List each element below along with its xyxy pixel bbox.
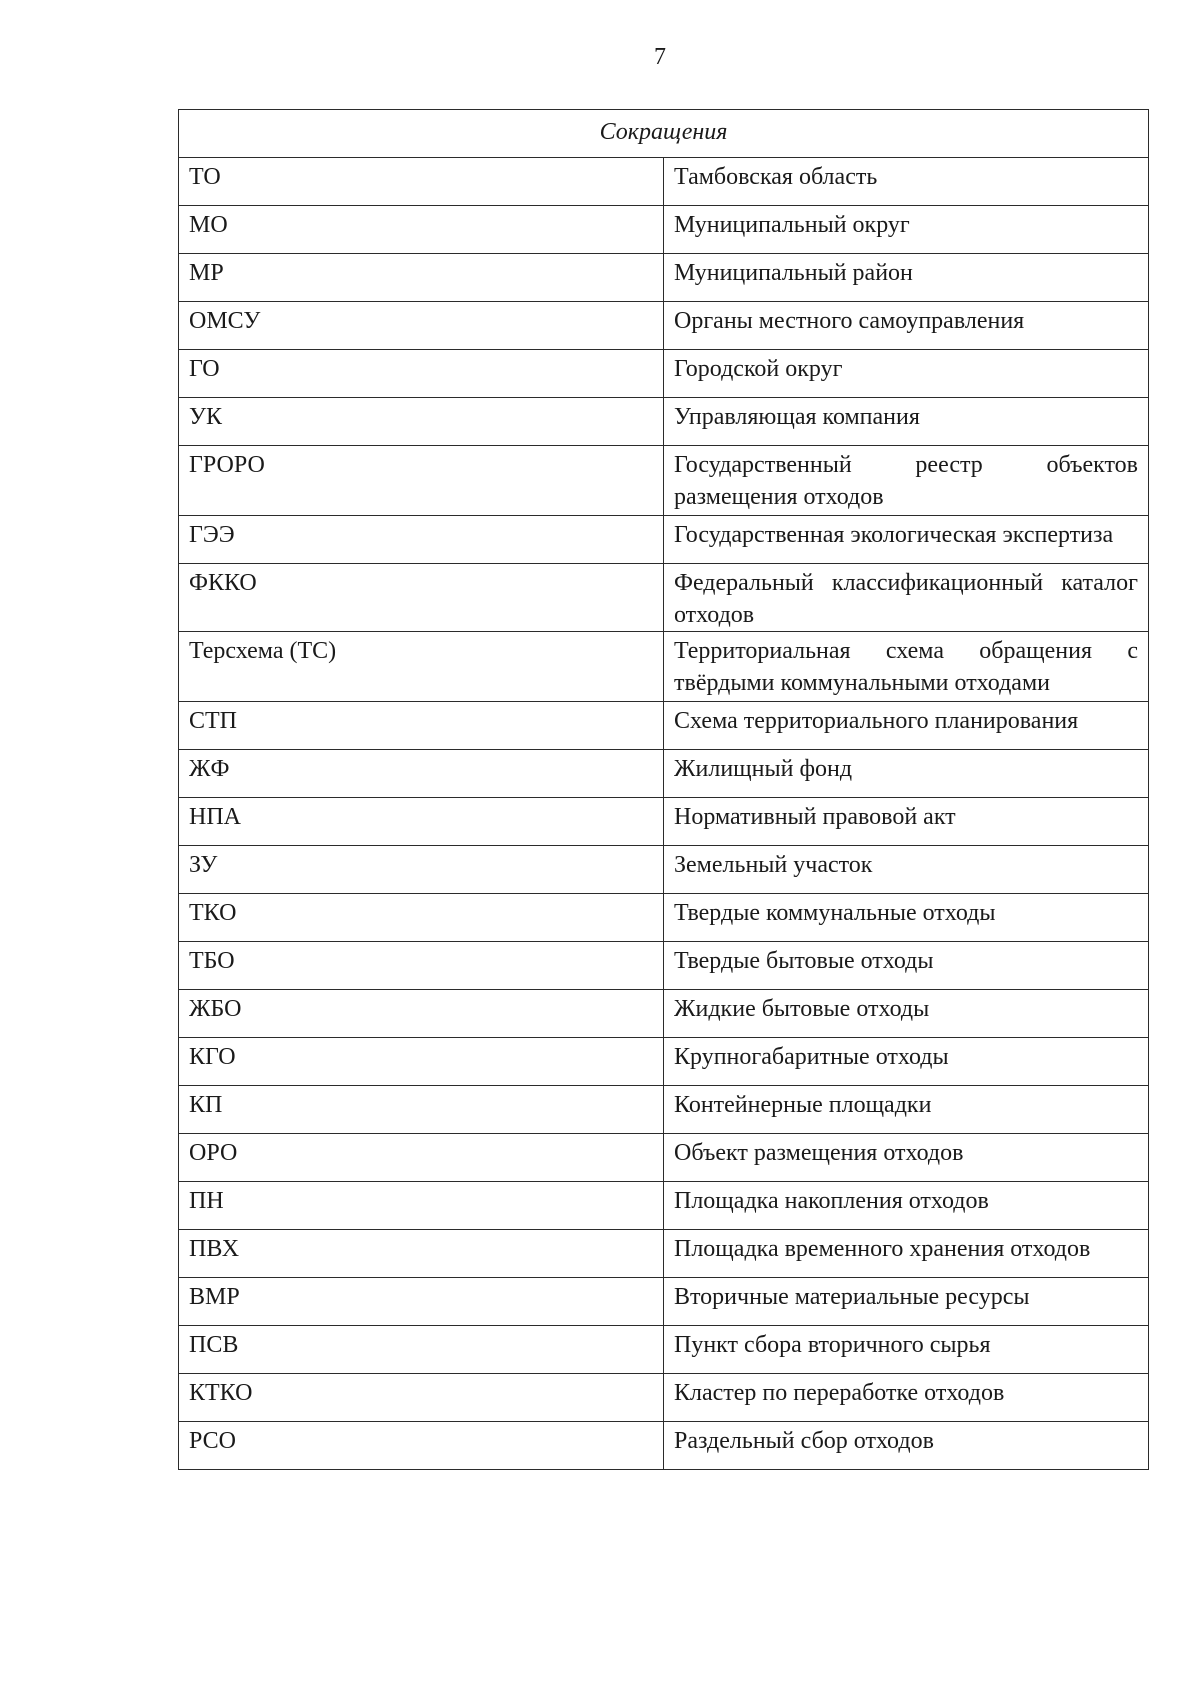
definition-cell: Площадка временного хранения отходов — [664, 1230, 1149, 1278]
table-row — [179, 1230, 1149, 1278]
table-row — [179, 942, 1149, 990]
table-row — [179, 1326, 1149, 1374]
table-header-row — [179, 110, 1149, 158]
table-row — [179, 750, 1149, 798]
abbreviation-cell: РСО — [179, 1422, 664, 1470]
abbreviations-table — [178, 109, 1149, 1470]
abbreviation-cell: ГЭЭ — [179, 516, 664, 564]
definition-cell: Органы местного самоуправления — [664, 302, 1149, 350]
abbreviation-cell: ПВХ — [179, 1230, 664, 1278]
definition-cell: Твердые коммунальные отходы — [664, 894, 1149, 942]
abbreviation-cell: ЖБО — [179, 990, 664, 1038]
table-row — [179, 702, 1149, 750]
table-row — [179, 1374, 1149, 1422]
definition-cell: Федеральный классификационный каталог отходов — [664, 564, 1149, 632]
table-row — [179, 350, 1149, 398]
abbreviation-cell: ФККО — [179, 564, 664, 632]
definition-cell: Вторичные материальные ресурсы — [664, 1278, 1149, 1326]
definition-cell: Объект размещения отходов — [664, 1134, 1149, 1182]
abbreviation-cell: ТБО — [179, 942, 664, 990]
definition-cell: Государственный реестр объектов размещения отходов — [664, 446, 1149, 516]
abbreviation-cell: УК — [179, 398, 664, 446]
abbreviation-cell: ОРО — [179, 1134, 664, 1182]
table-row — [179, 846, 1149, 894]
table-row — [179, 894, 1149, 942]
definition-cell: Крупногабаритные отходы — [664, 1038, 1149, 1086]
abbreviation-cell: ГРОРО — [179, 446, 664, 516]
definition-cell: Государственная экологическая экспертиза — [664, 516, 1149, 564]
table-row — [179, 158, 1149, 206]
abbreviation-cell: ЗУ — [179, 846, 664, 894]
definition-cell: Территориальная схема обращения с твёрдыми коммунальными отходами — [664, 632, 1149, 702]
table-row — [179, 1038, 1149, 1086]
definition-cell: Нормативный правовой акт — [664, 798, 1149, 846]
table-row — [179, 206, 1149, 254]
abbreviation-cell: ОМСУ — [179, 302, 664, 350]
table-row — [179, 1086, 1149, 1134]
definition-cell: Жилищный фонд — [664, 750, 1149, 798]
abbreviation-cell: МР — [179, 254, 664, 302]
table-row — [179, 1278, 1149, 1326]
abbreviation-cell: МО — [179, 206, 664, 254]
table-row — [179, 516, 1149, 564]
definition-cell: Управляющая компания — [664, 398, 1149, 446]
table-row — [179, 798, 1149, 846]
definition-cell: Раздельный сбор отходов — [664, 1422, 1149, 1470]
definition-cell: Земельный участок — [664, 846, 1149, 894]
definition-cell: Площадка накопления отходов — [664, 1182, 1149, 1230]
table-row — [179, 990, 1149, 1038]
abbreviation-cell: ТО — [179, 158, 664, 206]
abbreviation-cell: КТКО — [179, 1374, 664, 1422]
abbreviation-cell: КГО — [179, 1038, 664, 1086]
definition-cell: Муниципальный район — [664, 254, 1149, 302]
table-row — [179, 1422, 1149, 1470]
page-number: 7 — [654, 44, 666, 70]
table-row — [179, 446, 1149, 516]
table-row — [179, 632, 1149, 702]
definition-cell: Муниципальный округ — [664, 206, 1149, 254]
table-row — [179, 254, 1149, 302]
definition-cell: Пункт сбора вторичного сырья — [664, 1326, 1149, 1374]
abbreviation-cell: ПН — [179, 1182, 664, 1230]
table-row — [179, 1134, 1149, 1182]
definition-cell: Кластер по переработке отходов — [664, 1374, 1149, 1422]
definition-cell: Тамбовская область — [664, 158, 1149, 206]
table-row — [179, 302, 1149, 350]
abbreviation-cell: ГО — [179, 350, 664, 398]
definition-cell: Контейнерные площадки — [664, 1086, 1149, 1134]
abbreviation-cell: СТП — [179, 702, 664, 750]
abbreviation-cell: НПА — [179, 798, 664, 846]
definition-cell: Твердые бытовые отходы — [664, 942, 1149, 990]
abbreviation-cell: ЖФ — [179, 750, 664, 798]
abbreviation-cell: ТКО — [179, 894, 664, 942]
abbreviation-cell: ПСВ — [179, 1326, 664, 1374]
table-row — [179, 398, 1149, 446]
definition-cell: Жидкие бытовые отходы — [664, 990, 1149, 1038]
abbreviation-cell: Терсхема (ТС) — [179, 632, 664, 702]
table-row — [179, 1182, 1149, 1230]
definition-cell: Схема территориального планирования — [664, 702, 1149, 750]
table-title: Сокращения — [179, 110, 1149, 158]
definition-cell: Городской округ — [664, 350, 1149, 398]
abbreviation-cell: ВМР — [179, 1278, 664, 1326]
abbreviations-table-body — [179, 110, 1149, 1470]
abbreviation-cell: КП — [179, 1086, 664, 1134]
table-row — [179, 564, 1149, 632]
